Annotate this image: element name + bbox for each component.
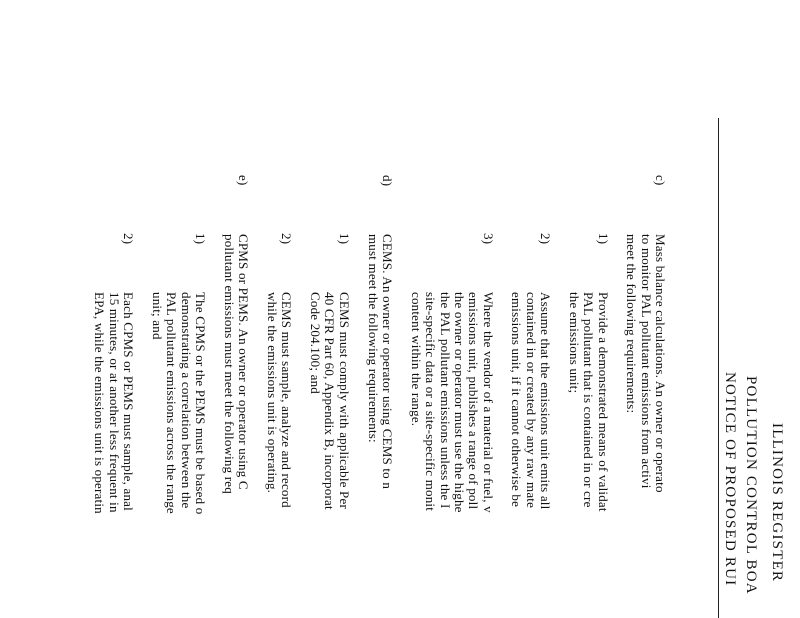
item-c2-line: emissions unit, if it cannot otherwise be xyxy=(509,292,524,508)
item-d2-line: CEMS must sample, analyze and record xyxy=(279,292,294,508)
section-c-label: c) xyxy=(653,175,668,186)
section-d-line: CEMS. An owner or operator using CEMS to n xyxy=(380,234,395,490)
notice-heading: NOTICE OF PROPOSED RUI xyxy=(722,372,738,587)
item-e2-line: EPA, while the emissions unit is operatin xyxy=(92,292,107,514)
item-e2-line: 15 minutes, or at another less frequent in xyxy=(107,292,122,513)
item-c3-line: Where the vendor of a material or fuel, v xyxy=(481,292,496,513)
item-c3-label: 3) xyxy=(481,233,496,245)
item-c1-line: PAL pollutant that is contained in or cre xyxy=(581,292,596,508)
section-c-line: meet the following requirements: xyxy=(624,234,639,414)
item-e1-line: PAL pollutant emissions across the range xyxy=(164,292,179,514)
item-e1-line: The CPMS or the PEMS must be based o xyxy=(193,292,208,515)
header-rule xyxy=(718,118,719,618)
item-c1-label: 1) xyxy=(596,233,611,245)
section-c-line: Mass balance calculations. An owner or operato xyxy=(653,234,668,493)
item-c3-line: emissions unit, publishes a range of poll xyxy=(466,292,481,510)
section-d-label: d) xyxy=(380,175,395,187)
item-c2-line: contained in or created by any raw mate xyxy=(524,292,539,509)
section-e-label: e) xyxy=(236,175,251,186)
section-c-line: to monitor PAL pollutant emissions from activi xyxy=(639,234,654,489)
item-e2-line: Each CPMS or PEMS must sample, anal xyxy=(121,292,136,511)
register-heading: ILLINOIS REGISTER xyxy=(769,423,785,583)
item-e1-label: 1) xyxy=(193,233,208,245)
item-d1-line: Code 204.100; and xyxy=(308,292,323,394)
item-e1-line: unit; and xyxy=(150,292,165,340)
item-e1-line: demonstrating a correlation between the xyxy=(179,292,194,509)
item-c2-line: Assume that the emissions unit emits all xyxy=(538,292,553,510)
item-d1-line: 40 CFR Part 60, Appendix B, incorporat xyxy=(322,292,337,510)
item-e2-label: 2) xyxy=(121,233,136,245)
section-e-line: pollutant emissions must meet the following req xyxy=(222,234,237,494)
item-d1-label: 1) xyxy=(337,233,352,245)
item-c2-label: 2) xyxy=(538,233,553,245)
board-heading: POLLUTION CONTROL BOA xyxy=(743,376,759,595)
item-c1-line: the emissions unit; xyxy=(567,292,582,394)
section-e-line: CPMS or PEMS. An owner or operator using C xyxy=(236,234,251,490)
item-c3-line: site-specific data or a site-specific monit xyxy=(423,292,438,512)
item-c3-line: the PAL pollutant emissions unless the I xyxy=(438,292,453,509)
item-d2-label: 2) xyxy=(279,233,294,245)
item-c3-line: content within the range. xyxy=(409,292,424,427)
item-c3-line: the owner or operator must use the highe xyxy=(452,292,467,513)
item-d1-line: CEMS must comply with applicable Per xyxy=(337,292,352,509)
item-d2-line: while the emissions unit is operating. xyxy=(265,292,280,494)
item-c1-line: Provide a demonstrated means of validat xyxy=(596,292,611,512)
section-d-line: must meet the following requirements: xyxy=(366,234,381,443)
